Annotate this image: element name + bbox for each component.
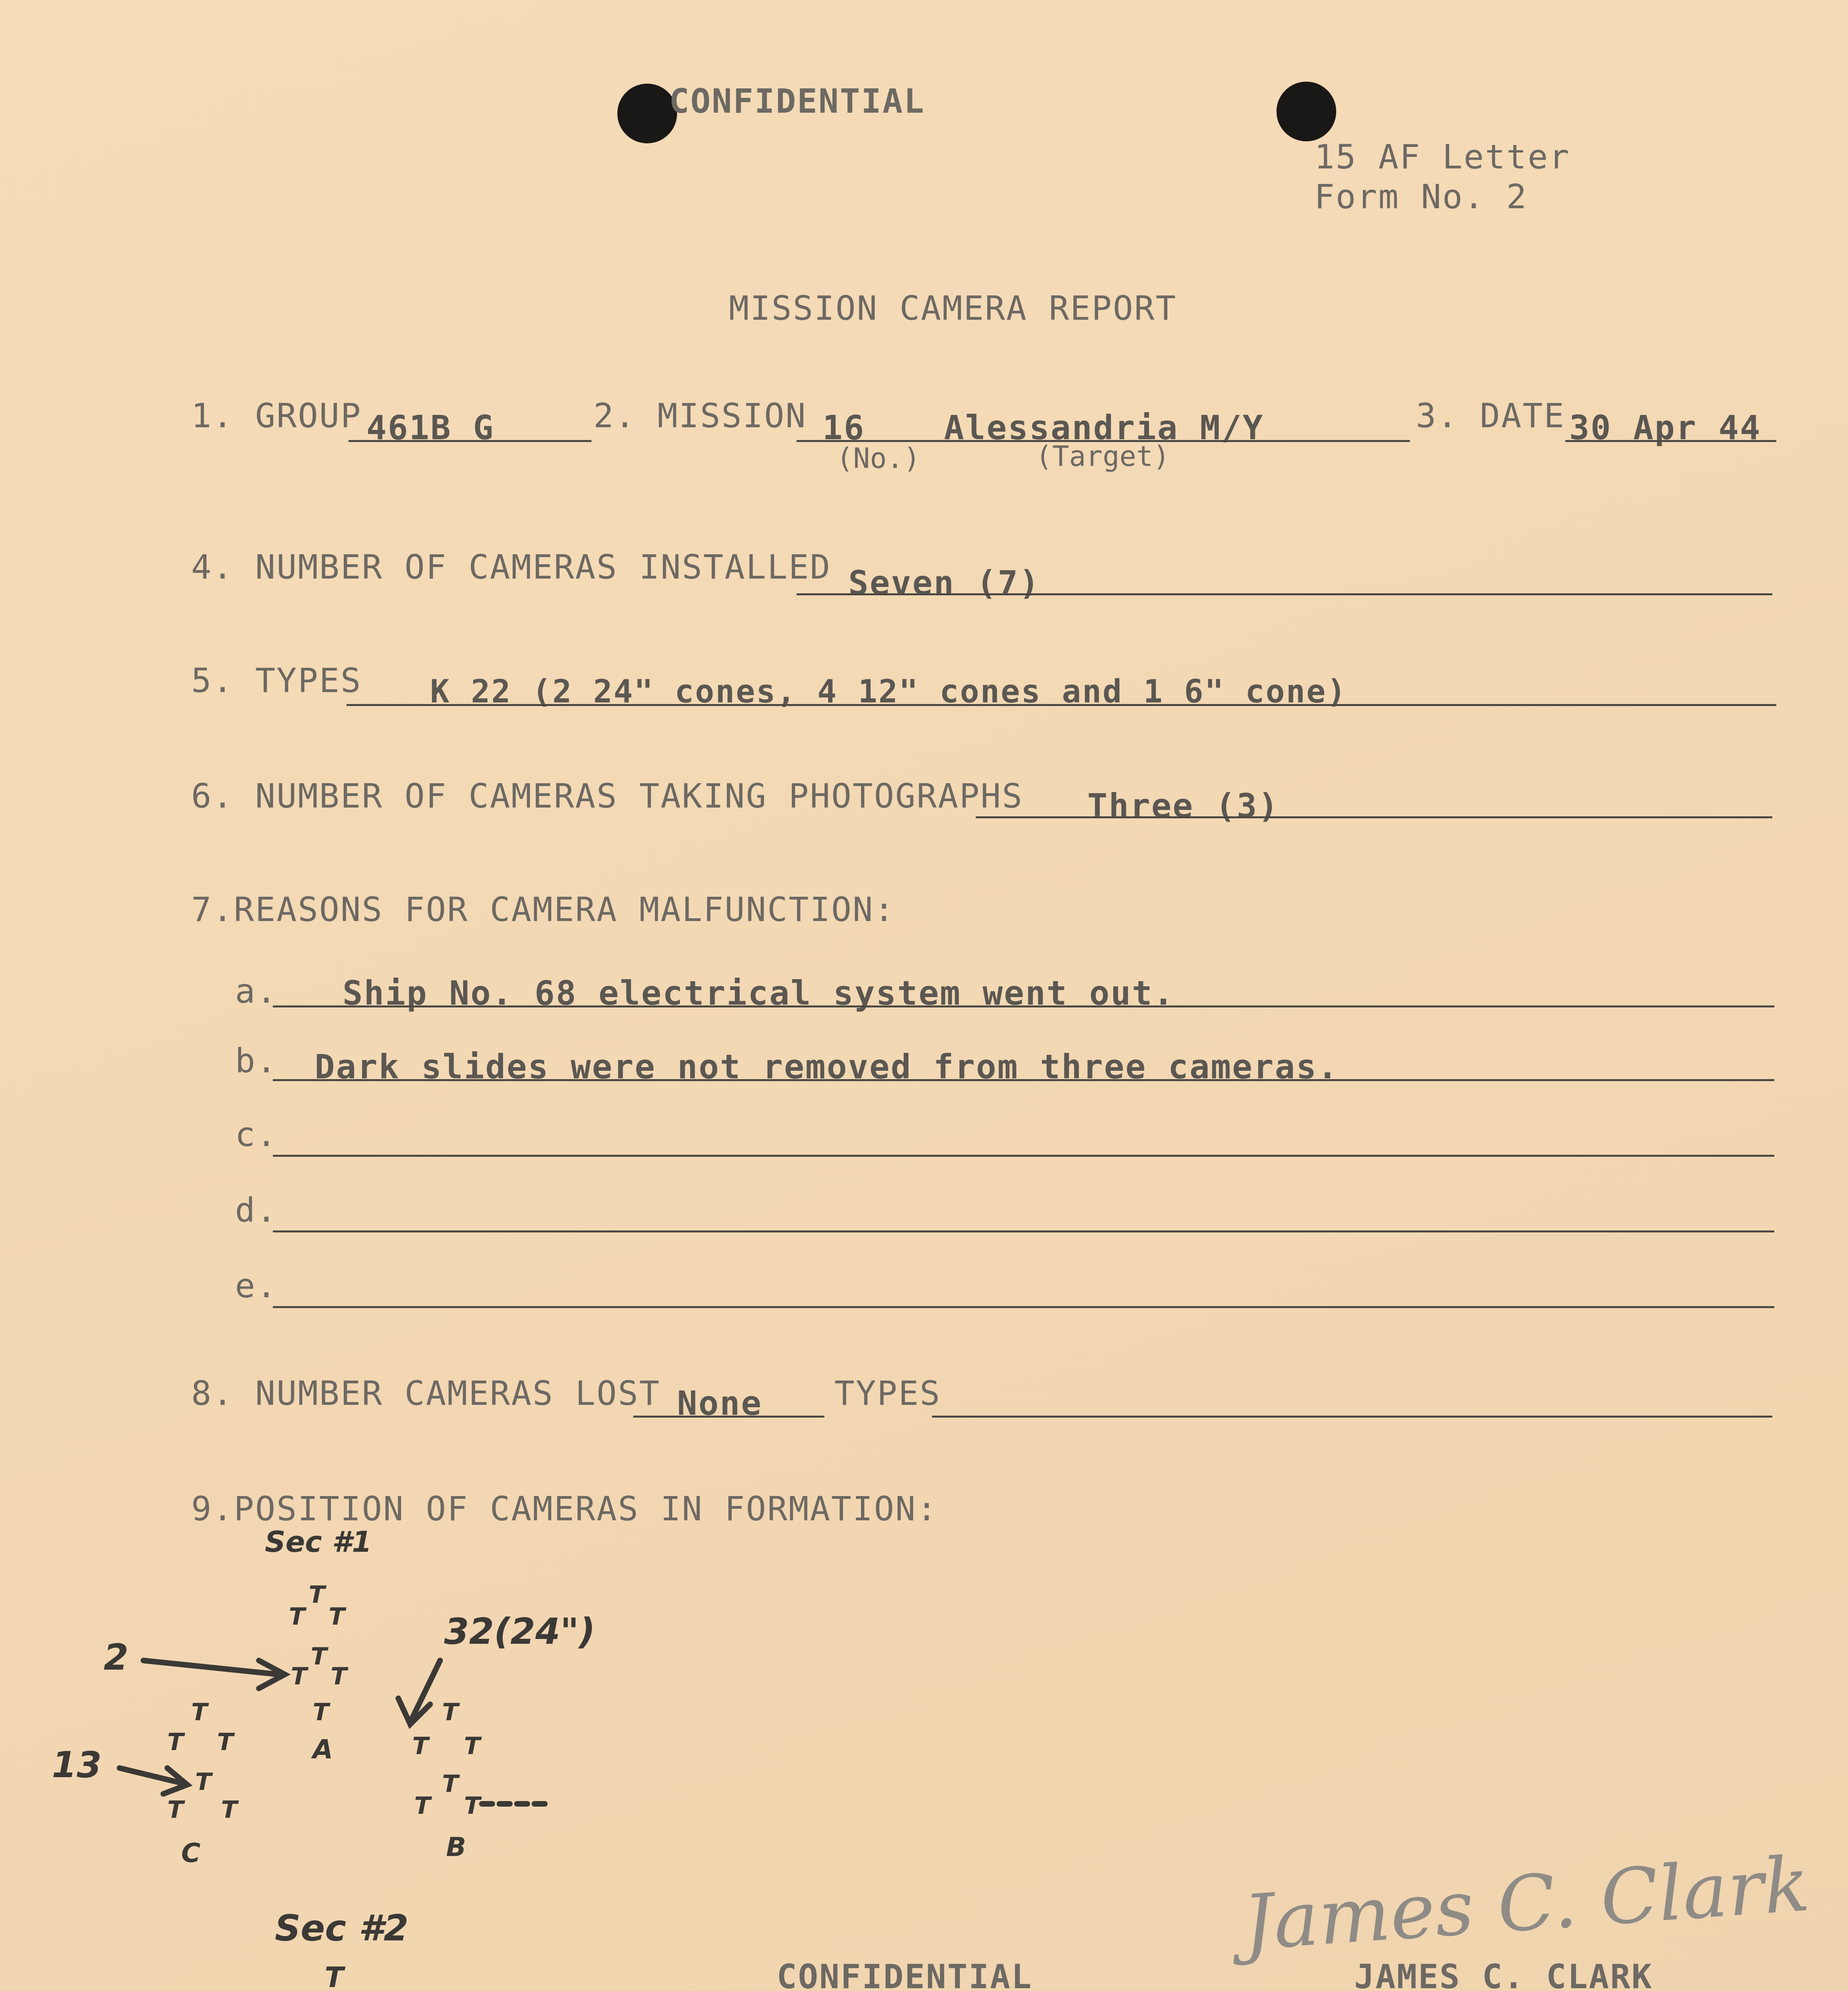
reason-a-text: Ship No. 68 electrical system went out.: [343, 974, 1175, 1013]
lost-label: 8. NUMBER CAMERAS LOST: [191, 1374, 661, 1413]
sec1-plane-19: T: [464, 1792, 480, 1820]
installed-value: Seven (7): [848, 563, 1041, 602]
taking-label: 6. NUMBER OF CAMERAS TAKING PHOTOGRAPHS: [191, 776, 1024, 816]
signature: James C. Clark: [1240, 1840, 1813, 1968]
sec1-plane-13: T: [221, 1796, 237, 1824]
group-label: 1. GROUP: [191, 396, 362, 435]
sec1-plane-6: T: [331, 1662, 347, 1690]
sec1-plane-2: T: [289, 1603, 305, 1631]
sec1-plane-3: T: [329, 1603, 345, 1631]
sec1-plane-9: T: [167, 1728, 184, 1756]
sec1-plane-8: T: [191, 1698, 208, 1726]
sec1-plane-18: T: [414, 1792, 431, 1820]
sec1-plane-16: T: [464, 1732, 480, 1760]
mission-target: Alessandria M/Y: [944, 408, 1264, 447]
sec1-plane-15: T: [412, 1732, 429, 1760]
sec1-plane-17: T: [442, 1770, 458, 1798]
sec1-plane-14: T: [442, 1698, 458, 1726]
sec1-box-b: B: [446, 1832, 466, 1862]
date-value: 30 Apr 44: [1569, 408, 1762, 447]
classification-bottom: CONFIDENTIAL: [777, 1957, 1033, 1991]
reason-b-letter: b.: [235, 1041, 278, 1080]
reason-c-letter: c.: [235, 1115, 278, 1154]
reason-a-letter: a.: [235, 972, 278, 1011]
sec1-plane-4: T: [311, 1643, 327, 1670]
sec2-plane-1: T: [325, 1961, 344, 1991]
taking-value: Three (3): [1087, 786, 1280, 825]
mission-number: 16: [822, 408, 865, 447]
mission-no-caption: (No.): [836, 442, 920, 475]
types-value: K 22 (2 24" cones, 4 12" cones and 1 6" cone): [430, 673, 1347, 710]
sec1-plane-11: T: [195, 1768, 211, 1796]
sec1-plane-5: T: [291, 1662, 307, 1690]
reason-b-text: Dark slides were not removed from three cameras.: [315, 1047, 1339, 1086]
page-title: MISSION CAMERA REPORT: [729, 289, 1177, 328]
types-label: 5. TYPES: [191, 661, 362, 700]
group-value: 461B G: [366, 408, 495, 447]
form-ref-line1: 15 AF Letter: [1314, 137, 1570, 176]
lost-types-label: TYPES: [834, 1374, 941, 1413]
sec1-plane-12: T: [167, 1796, 184, 1824]
sec1-plane-7: T: [313, 1698, 329, 1726]
sec2-label: Sec #2: [275, 1907, 409, 1949]
date-label: 3. DATE: [1416, 396, 1566, 435]
lost-value: None: [677, 1384, 763, 1423]
sec1-plane-10: T: [217, 1728, 233, 1756]
sec1-box-c: C: [181, 1838, 201, 1868]
malfunction-label: 7.REASONS FOR CAMERA MALFUNCTION:: [191, 890, 895, 929]
reason-d-letter: d.: [235, 1191, 278, 1230]
sec1-annot-13: 13: [52, 1744, 102, 1786]
sec1-label: Sec #1: [265, 1525, 372, 1559]
position-label: 9.POSITION OF CAMERAS IN FORMATION:: [191, 1489, 938, 1528]
form-ref-line2: Form No. 2: [1314, 177, 1528, 216]
sec1-annot-32: 32(24"): [444, 1611, 595, 1653]
mission-target-caption: (Target): [1036, 440, 1170, 473]
sec1-annot-2: 2: [104, 1637, 129, 1678]
sec1-plane-1: T: [309, 1581, 325, 1609]
signer-name: JAMES C. CLARK: [1354, 1957, 1653, 1991]
sec1-box-a: A: [313, 1734, 333, 1765]
reason-e-letter: e.: [235, 1266, 278, 1305]
mission-label: 2. MISSION: [593, 396, 807, 435]
classification-top: CONFIDENTIAL: [669, 82, 925, 121]
installed-label: 4. NUMBER OF CAMERAS INSTALLED: [191, 548, 832, 587]
